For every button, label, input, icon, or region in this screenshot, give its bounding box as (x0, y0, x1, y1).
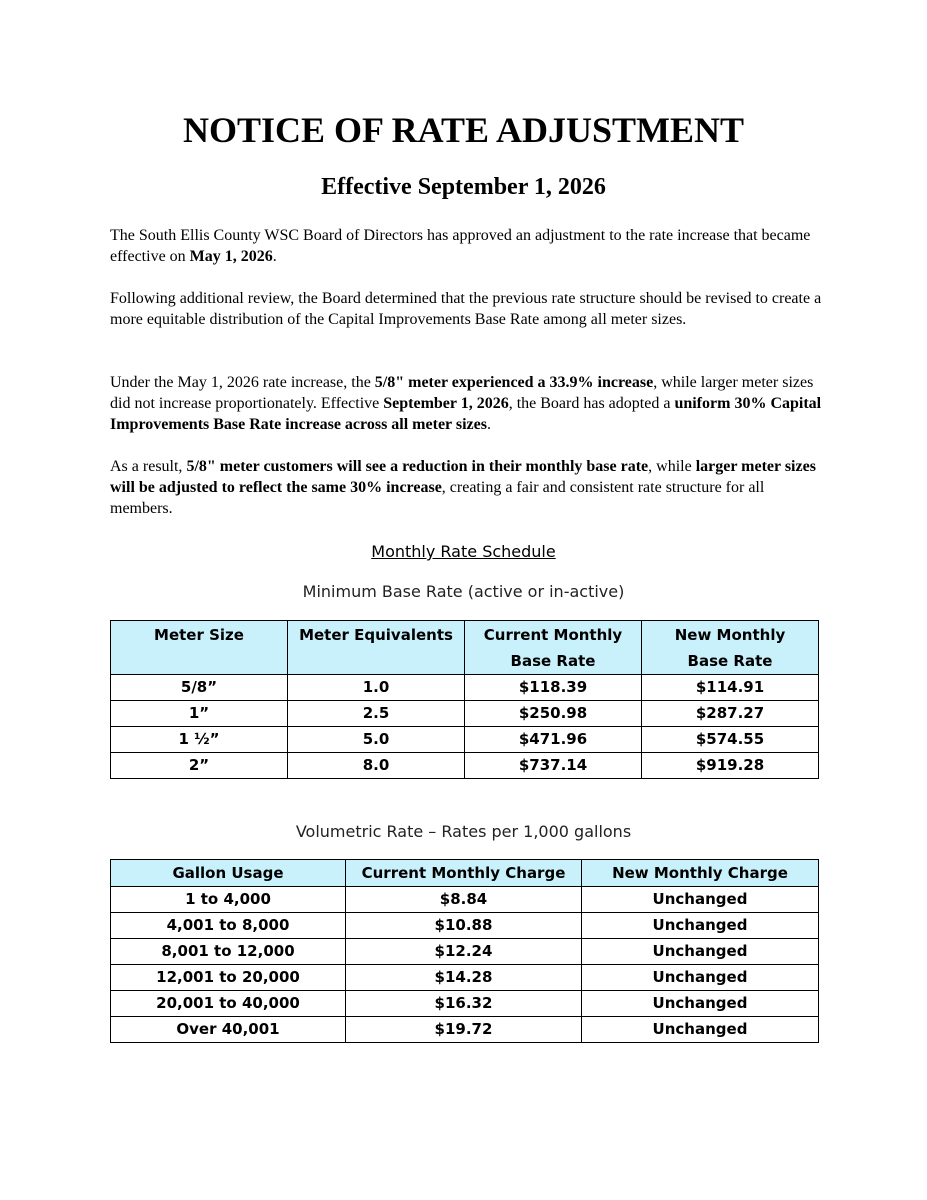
paragraph-text: . (272, 248, 277, 265)
column-header: New Monthly Charge (582, 860, 819, 887)
table-cell: Unchanged (582, 887, 819, 913)
table-cell: $19.72 (346, 1017, 582, 1043)
paragraph-text: Under the May 1, 2026 rate increase, the (110, 374, 375, 391)
paragraph-result (110, 456, 825, 519)
table-cell: Unchanged (582, 1017, 819, 1043)
table-cell: Unchanged (582, 939, 819, 965)
table-cell: Unchanged (582, 913, 819, 939)
paragraph-bold-text: 5/8" meter experienced a 33.9% increase (374, 374, 654, 391)
paragraph-bold-text: uniform 30% Capital Improvements Base Rate increase across all meter sizes (110, 395, 822, 433)
table-row (111, 701, 819, 727)
table-cell: $14.28 (346, 965, 582, 991)
table-row (111, 1017, 819, 1043)
table-row (111, 965, 819, 991)
column-header (642, 621, 819, 675)
table-cell: $574.55 (642, 727, 819, 753)
column-header (465, 621, 642, 675)
table-cell: 5/8” (111, 675, 288, 701)
paragraph-review (110, 288, 825, 330)
table-cell: $114.91 (642, 675, 819, 701)
paragraph-text: The South Ellis County WSC Board of Directors has approved an adjustment to the rate increase that became effective on (110, 227, 811, 265)
volumetric-rate-table (110, 859, 819, 1043)
table-cell: 1 ½” (111, 727, 288, 753)
paragraph-bold-text: 5/8" meter customers will see a reduction in their monthly base rate (186, 458, 649, 475)
table-cell: 8.0 (288, 753, 465, 779)
column-header-text: Current Monthly Base Rate (483, 626, 623, 670)
base-rate-table (110, 620, 819, 779)
paragraph-text: , creating a fair and consistent rate structure for all members. (110, 479, 765, 517)
table-cell: 12,001 to 20,000 (111, 965, 346, 991)
table-cell: $16.32 (346, 991, 582, 1017)
paragraph-text: . (486, 416, 491, 433)
table-cell: $8.84 (346, 887, 582, 913)
paragraph-rate-change (110, 372, 825, 435)
column-header-text: New Monthly Base Rate (674, 626, 786, 670)
table-cell: Unchanged (582, 965, 819, 991)
table-cell: 1 to 4,000 (111, 887, 346, 913)
table-row (111, 887, 819, 913)
table-cell: $118.39 (465, 675, 642, 701)
table-cell: $919.28 (642, 753, 819, 779)
table-row (111, 913, 819, 939)
table-cell: Over 40,001 (111, 1017, 346, 1043)
column-header: Meter Equivalents (288, 621, 465, 675)
table-cell: $250.98 (465, 701, 642, 727)
paragraph-bold-text: larger meter sizes will be adjusted to reflect the same 30% increase (110, 458, 816, 496)
paragraph-text: As a result, (110, 458, 187, 475)
table-cell: $12.24 (346, 939, 582, 965)
table-cell: 1” (111, 701, 288, 727)
table-cell: $471.96 (465, 727, 642, 753)
page-title: NOTICE OF RATE ADJUSTMENT (182, 110, 745, 150)
base-rate-caption: Minimum Base Rate (active or in-active) (302, 582, 625, 601)
table-cell: 2.5 (288, 701, 465, 727)
table-row (111, 753, 819, 779)
table-cell: 4,001 to 8,000 (111, 913, 346, 939)
table-cell: $287.27 (642, 701, 819, 727)
table-cell: 5.0 (288, 727, 465, 753)
table-cell: 20,001 to 40,000 (111, 991, 346, 1017)
column-header: Current Monthly Charge (346, 860, 582, 887)
table-cell: $737.14 (465, 753, 642, 779)
table-cell: 1.0 (288, 675, 465, 701)
column-header: Gallon Usage (111, 860, 346, 887)
table-cell: 8,001 to 12,000 (111, 939, 346, 965)
paragraph-text: Following additional review, the Board determined that the previous rate structure should be revised to create a more equitable distribution of the Capital Improvements Base Rate among all meter sizes. (110, 290, 822, 328)
paragraph-bold-text: September 1, 2026 (383, 395, 509, 412)
paragraph-text: , while larger meter sizes did not increase proportionately. Effective (110, 374, 814, 412)
table-cell: 2” (111, 753, 288, 779)
paragraph-bold-text: May 1, 2026 (189, 248, 273, 265)
table-header-row (111, 860, 819, 887)
paragraph-approval (110, 225, 825, 267)
paragraph-text: , the Board has adopted a (508, 395, 675, 412)
effective-date-subtitle: Effective September 1, 2026 (321, 174, 606, 200)
table-row (111, 727, 819, 753)
rate-schedule-heading: Monthly Rate Schedule (371, 542, 556, 561)
table-row (111, 939, 819, 965)
volumetric-rate-caption: Volumetric Rate – Rates per 1,000 gallons (295, 822, 632, 841)
paragraph-text: , while (648, 458, 696, 475)
table-row (111, 991, 819, 1017)
table-row (111, 675, 819, 701)
table-header-row (111, 621, 819, 675)
table-cell: Unchanged (582, 991, 819, 1017)
column-header: Meter Size (111, 621, 288, 675)
table-cell: $10.88 (346, 913, 582, 939)
